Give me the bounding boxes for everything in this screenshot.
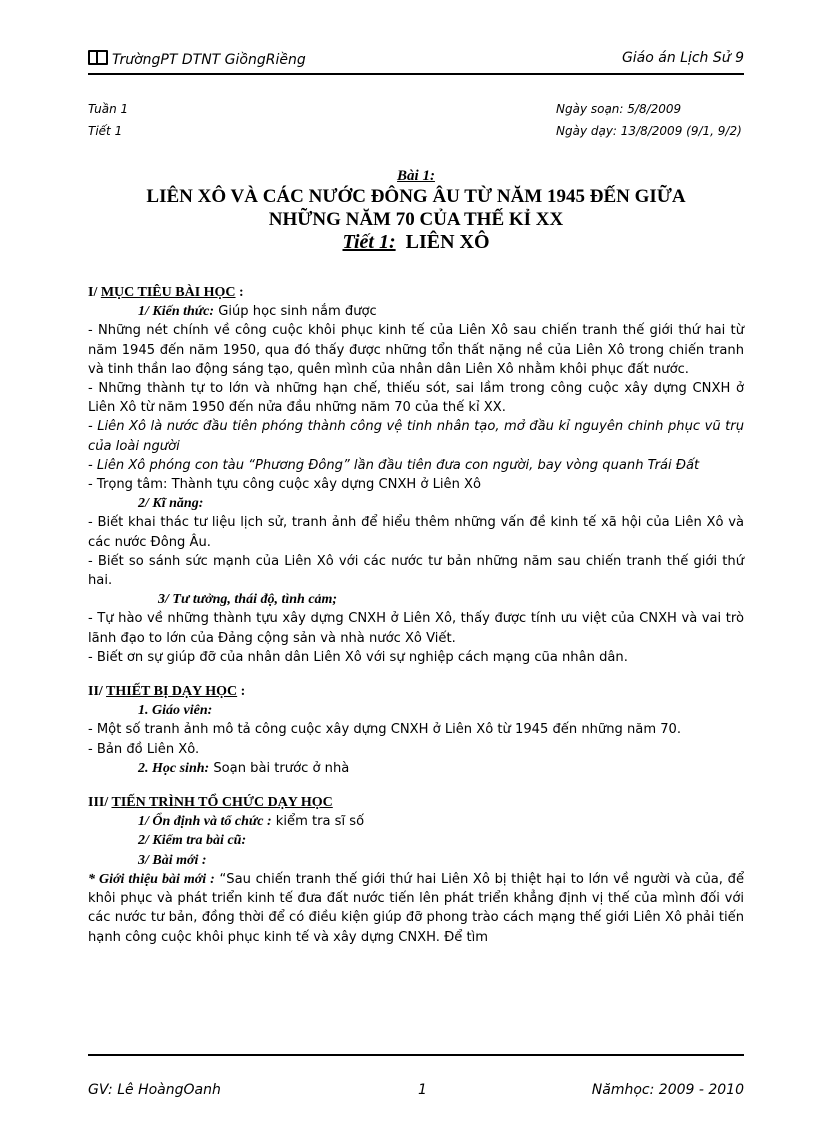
page-footer xyxy=(88,1054,744,1098)
teacher-item: - Một số tranh ảnh mô tả công cuộc xây dựng CNXH ở Liên Xô từ 1945 đến những năm 70. xyxy=(88,722,682,738)
attitude-item: - Biết ơn sự giúp đỡ của nhân dân Liên Xô với sự nghiệp cách mạng cũa nhân dân. xyxy=(88,649,628,665)
teacher-heading: 1. Giáo viên: xyxy=(138,703,213,719)
review-heading: 2/ Kiểm tra bài cũ: xyxy=(138,833,247,849)
section-objectives-heading: I/ MỤC TIÊU BÀI HỌC : xyxy=(88,285,244,300)
knowledge-item: - Trọng tâm: Thành tựu công cuộc xây dựng CNXH ở Liên Xô xyxy=(88,477,482,493)
knowledge-item: - Liên Xô là nước đầu tiên phóng thành công vệ tinh nhân tạo, mở đầu kỉ nguyên chinh phục vũ trụ của loài người xyxy=(88,419,744,454)
knowledge-item: - Những thành tự to lớn và những hạn chế, thiếu sót, sai lầm trong công cuộc xây dựng CNXH ở Liên Xô từ năm 1950 đến nửa đầu những năm 70 của thế kỉ XX. xyxy=(88,381,744,416)
footer-teacher: GV: Lê HoàngOanh xyxy=(88,1082,221,1098)
skills-item: - Biết khai thác tư liệu lịch sử, tranh ảnh để hiểu thêm những vấn đề kinh tế xã hội của Liên Xô và các nước Đông Âu. xyxy=(88,515,744,550)
attitude-heading: 3/ Tư tưởng, thái độ, tình cảm; xyxy=(158,592,338,608)
page-number: 1 xyxy=(418,1082,427,1098)
intro-paragraph: * Giới thiệu bài mới : “Sau chiến tranh thế giới thứ hai Liên Xô bị thiệt hại to lớn về người và của, để khôi phục và phát triển kinh tế đưa đất nước tiến lên phát triển khẳng định vị thế của mình đối với các nước tư bản, đồng thời để có điều kiện giúp đỡ phong trào cách mạng thế giới Liên Xô phải tiến hạnh công cuộc khôi phục kinh tế và xây dựng CNXH. Để tìm xyxy=(88,871,744,945)
period-title: Tiết 1: LIÊN XÔ xyxy=(342,231,490,253)
header-subject: Giáo án Lịch Sử 9 xyxy=(621,50,744,66)
teacher-item: - Bản đồ Liên Xô. xyxy=(88,741,200,757)
student-line: 2. Học sinh: Soạn bài trước ở nhà xyxy=(138,760,350,776)
skills-item: - Biết so sánh sức mạnh của Liên Xô với các nước tư bản những năm sau chiến tranh thế giới thứ hai. xyxy=(88,553,744,589)
book-icon xyxy=(88,50,108,65)
period-label: Tiết 1 xyxy=(88,124,123,138)
section-process-heading: III/ TIẾN TRÌNH TỔ CHỨC DẠY HỌC xyxy=(88,795,333,811)
lesson-content xyxy=(88,283,744,947)
skills-heading: 2/ Kĩ năng: xyxy=(138,496,204,512)
knowledge-heading: 1/ Kiến thức: Giúp học sinh nắm được xyxy=(138,304,377,320)
lesson-number: Bài 1: xyxy=(397,168,435,184)
header-school: TrườngPT DTNT GiồngRiềng xyxy=(88,50,306,68)
lesson-title-block xyxy=(88,168,744,254)
organization-line: 1/ Ổn định và tổ chức : kiểm tra sĩ số xyxy=(138,814,365,830)
footer-school-year: Nămhọc: 2009 - 2010 xyxy=(591,1082,744,1098)
section-equipment-heading: II/ THIẾT BỊ DẠY HỌC : xyxy=(88,684,246,700)
new-lesson-heading: 3/ Bài mới : xyxy=(138,852,207,868)
knowledge-item: - Những nét chính về công cuộc khôi phục kinh tế của Liên Xô sau chiến tranh thế giới thứ hai từ năm 1945 đến năm 1950, qua đó thấy được những tổn thất nặng nề của Liên Xô trong chiến tranh và tinh thần lao động sáng tạo, quên mình của nhân dân Liên Xô nhằm khôi phục đất nước. xyxy=(88,323,744,377)
lesson-title-line2: NHỮNG NĂM 70 CỦA THẾ KỈ XX xyxy=(268,209,564,230)
attitude-item: - Tự hào về những thành tựu xây dựng CNXH ở Liên Xô, thấy được tính ưu việt của CNXH và vai trò lãnh đạo to lớn của Đảng cộng sản và nhà nước Xô Viết. xyxy=(88,611,744,646)
week-label: Tuần 1 xyxy=(88,102,129,116)
knowledge-item: - Liên Xô phóng con tàu “Phương Đông” lần đầu tiên đưa con người, bay vòng quanh Trái Đất xyxy=(88,457,700,473)
prepared-date: Ngày soạn: 5/8/2009 xyxy=(556,102,682,116)
taught-date: Ngày dạy: 13/8/2009 (9/1, 9/2) xyxy=(556,124,742,138)
page-header xyxy=(88,50,744,75)
lesson-title-line1: LIÊN XÔ VÀ CÁC NƯỚC ĐÔNG ÂU TỪ NĂM 1945 ĐẾN GIỮA xyxy=(146,186,686,207)
